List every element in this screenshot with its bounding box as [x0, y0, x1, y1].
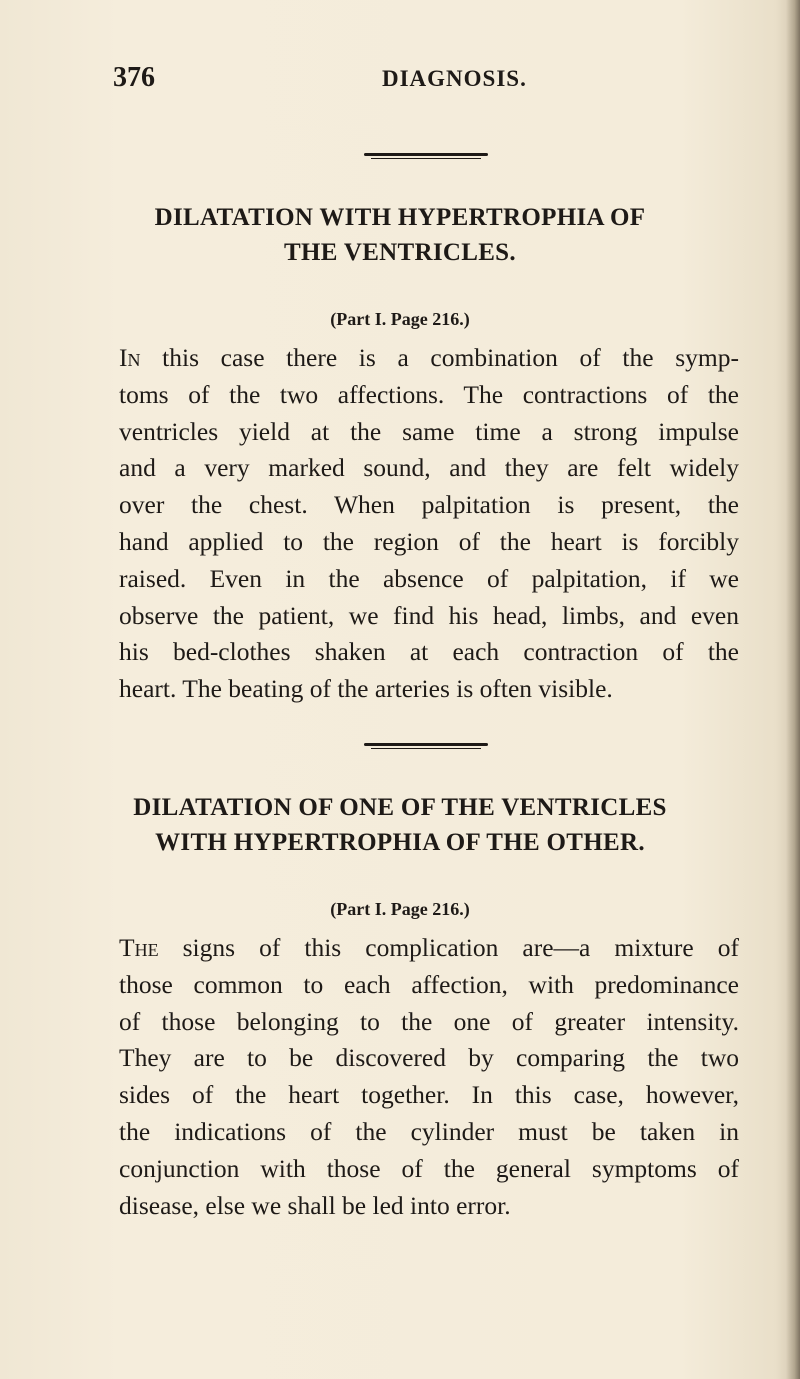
section-heading-line: DILATATION OF ONE OF THE VENTRICLES: [133, 794, 667, 821]
page-reference: (Part I. Page 216.): [330, 309, 470, 329]
section-heading: [0, 790, 800, 860]
section-heading-line: THE VENTRICLES.: [284, 239, 516, 266]
text-line: heart. The beating of the arteries is often visible.: [119, 674, 613, 704]
text-line: ventricles yield at the same time a strong impulse: [119, 416, 739, 446]
running-title: DIAGNOSIS.: [382, 66, 527, 91]
section-divider-rule: [364, 153, 488, 158]
page-number: 376: [113, 62, 155, 93]
paragraph: [119, 340, 739, 708]
text-line: They are to be discovered by comparing the two: [119, 1043, 739, 1073]
running-head: [0, 62, 800, 102]
text-line: of those belonging to the one of greater intensity.: [119, 1006, 739, 1036]
text-line: and a very marked sound, and they are felt widely: [119, 453, 739, 483]
text-line: the indications of the cylinder must be taken in: [119, 1116, 739, 1146]
text-line: hand applied to the region of the heart is forcibly: [119, 526, 739, 556]
text-line: his bed-clothes shaken at each contraction of the: [119, 637, 739, 667]
text-line: raised. Even in the absence of palpitation, if we: [119, 563, 739, 593]
section-heading-line: WITH HYPERTROPHIA OF THE OTHER.: [155, 829, 645, 856]
text-line: sides of the heart together. In this case, however,: [119, 1080, 739, 1110]
paragraph: [119, 930, 739, 1224]
text-line: disease, else we shall be led into error.: [119, 1190, 511, 1220]
section-divider-rule: [364, 743, 488, 748]
text-line: conjunction with those of the general symptoms of: [119, 1153, 739, 1183]
text-line: toms of the two affections. The contractions of the: [119, 379, 739, 409]
text-line: over the chest. When palpitation is present, the: [119, 490, 739, 520]
text-line: observe the patient, we find his head, limbs, and even: [119, 600, 739, 630]
section-heading-line: DILATATION WITH HYPERTROPHIA OF: [154, 204, 646, 231]
section-heading: [0, 200, 800, 270]
text-line: those common to each affection, with predominance: [119, 969, 739, 999]
page-edge-shadow: [786, 0, 800, 1379]
text-line: The signs of this complication are—a mixture of: [119, 933, 739, 962]
text-line: In this case there is a combination of the symp-: [119, 343, 739, 372]
page-reference: (Part I. Page 216.): [330, 899, 470, 919]
